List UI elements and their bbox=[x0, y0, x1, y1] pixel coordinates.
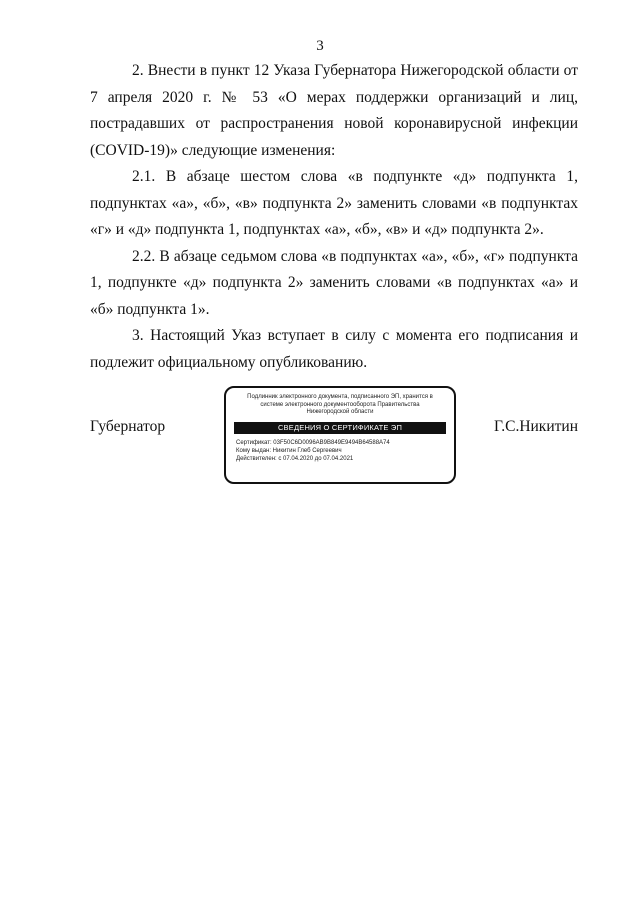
certificate-owner: Кому выдан: Никитин Глеб Сергеевич bbox=[236, 447, 342, 454]
certificate-number: Сертификат: 03F50C6D0096AB9B849E9494B64588A74 bbox=[236, 439, 390, 446]
certificate-validity: Действителен: с 07.04.2020 до 07.04.2021 bbox=[236, 455, 354, 462]
document-body bbox=[90, 58, 578, 376]
paragraph-amendment-intro: 2. Внести в пункт 12 Указа Губернатора Нижегородской области от 7 апреля 2020 г. № 53 «О мерах поддержки организаций и лиц, пострадавших от распространения новой коронавирусной инфекции (COVID-19)» следующие изменения: bbox=[90, 62, 578, 159]
paragraph-2-1: 2.1. В абзаце шестом слова «в подпункте «д» подпункта 1, подпунктах «а», «б», «в» подпункта 2» заменить словами «в подпунктах «г» и «д» подпункта 1, подпунктах «а», «б», «в» и «д» подпункта 2». bbox=[90, 168, 578, 238]
signature-block bbox=[90, 386, 578, 486]
signer-name: Г.С.Никитин bbox=[494, 418, 578, 435]
paragraph-effective: 3. Настоящий Указ вступает в силу с момента его подписания и подлежит официальному опубликованию. bbox=[90, 327, 578, 371]
page-number: 3 bbox=[316, 38, 324, 54]
paragraph-2-2: 2.2. В абзаце седьмом слова «в подпунктах «а», «б», «г» подпункта 1, подпункте «д» подпункта 2» заменить словами «в подпунктах «а» и «б» подпункта 1». bbox=[90, 247, 578, 318]
signer-position: Губернатор bbox=[90, 418, 166, 435]
stamp-details bbox=[236, 439, 444, 463]
electronic-signature-stamp bbox=[224, 386, 456, 484]
stamp-title: СВЕДЕНИЯ О СЕРТИФИКАТЕ ЭП bbox=[234, 422, 446, 434]
stamp-header: Подлинник электронного документа, подписанного ЭП, хранится в системе электронного документооборота Правительства Нижегородской области bbox=[247, 394, 433, 415]
